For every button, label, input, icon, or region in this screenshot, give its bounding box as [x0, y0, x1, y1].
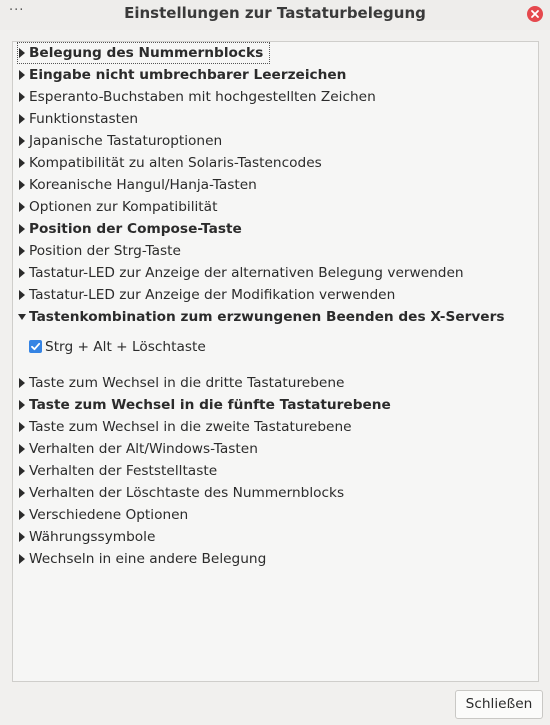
close-button[interactable]: Schließen [455, 690, 543, 719]
tree-row-label: Tastatur-LED zur Anzeige der alternativen Belegung verwenden [29, 265, 464, 281]
checkbox[interactable] [29, 340, 42, 353]
tree-row[interactable] [13, 284, 538, 306]
tree-row-label: Koreanische Hangul/Hanja-Tasten [29, 177, 257, 193]
tree-row-label: Verhalten der Löschtaste des Nummernblocks [29, 485, 345, 501]
expander-right-icon[interactable] [18, 532, 26, 542]
tree-row[interactable] [13, 64, 538, 86]
tree-row-label: Eingabe nicht umbrechbarer Leerzeichen [29, 67, 347, 83]
expander-right-icon[interactable] [18, 246, 26, 256]
tree-row[interactable] [13, 526, 538, 548]
tree-row[interactable] [13, 240, 538, 262]
tree-row[interactable] [13, 372, 538, 394]
expander-right-icon[interactable] [18, 422, 26, 432]
tree-row-label: Taste zum Wechsel in die fünfte Tastaturebene [29, 397, 391, 413]
tree-row-label: Verhalten der Alt/Windows-Tasten [29, 441, 258, 457]
tree-row[interactable] [13, 86, 538, 108]
expander-right-icon[interactable] [18, 48, 26, 58]
checkbox-label: Strg + Alt + Löschtaste [45, 339, 206, 355]
tree-row[interactable] [13, 438, 538, 460]
expander-right-icon[interactable] [18, 224, 26, 234]
tree-row-label: Position der Compose-Taste [29, 221, 242, 237]
tree-row[interactable] [13, 42, 538, 64]
expander-right-icon[interactable] [18, 554, 26, 564]
tree-row[interactable] [13, 218, 538, 240]
expander-right-icon[interactable] [18, 114, 26, 124]
tree-row-label: Esperanto-Buchstaben mit hochgestellten Zeichen [29, 89, 376, 105]
window-title: Einstellungen zur Tastaturbelegung [124, 4, 426, 22]
tree-row-label: Tastenkombination zum erzwungenen Beenden des X-Servers [29, 309, 505, 325]
tree-row[interactable] [13, 130, 538, 152]
expander-right-icon[interactable] [18, 180, 26, 190]
tree-row[interactable] [13, 504, 538, 526]
expander-right-icon[interactable] [18, 466, 26, 476]
window-close-icon[interactable] [527, 6, 543, 22]
expander-right-icon[interactable] [18, 158, 26, 168]
tree-row-label: Optionen zur Kompatibilität [29, 199, 218, 215]
expander-right-icon[interactable] [18, 378, 26, 388]
tree-row-label: Taste zum Wechsel in die zweite Tastaturebene [29, 419, 352, 435]
tree-row-label: Belegung des Nummernblocks [29, 45, 264, 61]
expander-right-icon[interactable] [18, 290, 26, 300]
window-menu-icon[interactable]: ··· [9, 3, 25, 18]
tree-row[interactable] [13, 548, 538, 570]
expander-right-icon[interactable] [18, 488, 26, 498]
expander-right-icon[interactable] [18, 202, 26, 212]
tree-row[interactable] [13, 460, 538, 482]
tree-row[interactable] [13, 196, 538, 218]
tree-row[interactable] [13, 262, 538, 284]
tree-row-label: Taste zum Wechsel in die dritte Tastaturebene [29, 375, 345, 391]
tree-row[interactable] [13, 108, 538, 130]
tree-row[interactable] [13, 482, 538, 504]
tree-row[interactable] [13, 306, 538, 328]
expander-right-icon[interactable] [18, 92, 26, 102]
tree-row-label: Tastatur-LED zur Anzeige der Modifikation verwenden [29, 287, 396, 303]
tree-row-label: Verhalten der Feststelltaste [29, 463, 218, 479]
expander-right-icon[interactable] [18, 136, 26, 146]
expander-right-icon[interactable] [18, 510, 26, 520]
tree-row[interactable] [13, 174, 538, 196]
expander-right-icon[interactable] [18, 70, 26, 80]
tree-row[interactable] [13, 152, 538, 174]
tree-row[interactable] [13, 416, 538, 438]
tree-row-label: Wechseln in eine andere Belegung [29, 551, 267, 567]
expander-right-icon[interactable] [18, 400, 26, 410]
expander-right-icon[interactable] [18, 268, 26, 278]
tree-row-label: Kompatibilität zu alten Solaris-Tastencodes [29, 155, 322, 171]
tree-row[interactable] [13, 394, 538, 416]
tree-row-label: Japanische Tastaturoptionen [29, 133, 223, 149]
tree-row-label: Funktionstasten [29, 111, 139, 127]
options-tree[interactable] [12, 41, 539, 682]
tree-row-label: Position der Strg-Taste [29, 243, 181, 259]
expander-right-icon[interactable] [18, 444, 26, 454]
tree-row-label: Verschiedene Optionen [29, 507, 189, 523]
titlebar [0, 0, 550, 30]
expander-down-icon[interactable] [18, 312, 26, 322]
tree-row-label: Währungssymbole [29, 529, 156, 545]
